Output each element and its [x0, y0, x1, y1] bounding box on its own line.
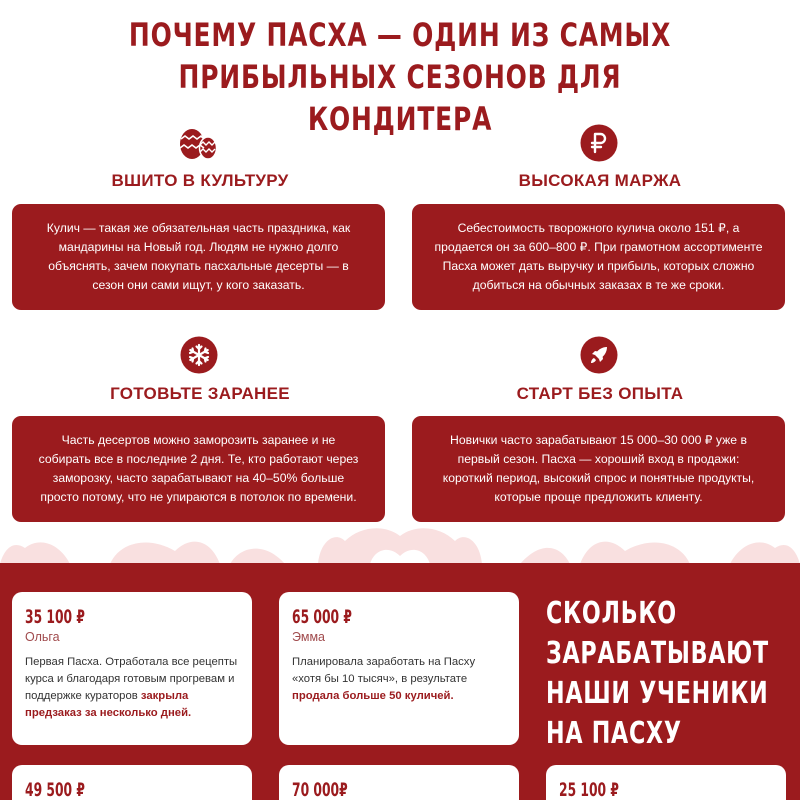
earnings-card-emma	[279, 592, 519, 745]
earnings-card-4	[279, 765, 519, 800]
earnings-amount: 70 000₽	[292, 779, 348, 800]
feature-text-start: Новички часто зарабатывают 15 000–30 000 ₽ уже в первый сезон. Пасха — хороший вход в продажи: короткий период, высокий спрос и понятные продукты, которые проще предложить клиенту.	[442, 433, 755, 504]
feature-heading-culture: ВШИТО В КУЛЬТУРУ	[111, 171, 289, 190]
feature-heading-prepare: ГОТОВЬТЕ ЗАРАНЕЕ	[110, 384, 290, 403]
feature-heading-margin: ВЫСОКАЯ МАРЖА	[518, 171, 682, 190]
earnings-amount: 49 500 ₽	[25, 779, 85, 800]
feature-heading-start: СТАРТ БЕЗ ОПЫТА	[516, 384, 684, 403]
decorative-ornament	[0, 526, 800, 564]
student-name: Эмма	[292, 630, 325, 644]
student-name: Ольга	[25, 630, 60, 644]
earnings-amount: 35 100 ₽	[25, 606, 85, 628]
easter-eggs-icon	[178, 124, 216, 162]
page-title	[88, 14, 712, 140]
testimonial-highlight: закрыла предзаказ за несколько дней.	[25, 690, 192, 719]
earnings-section-title: СКОЛЬКО ЗАРАБАТЫВАЮТ НАШИ УЧЕНИКИ НА ПАСХУ	[546, 596, 769, 751]
earnings-amount: 65 000 ₽	[292, 606, 352, 628]
ruble-icon	[580, 124, 618, 162]
feature-box-margin	[412, 204, 785, 310]
snowflake-icon	[180, 336, 218, 374]
feature-box-start	[412, 416, 785, 522]
rocket-icon	[580, 336, 618, 374]
testimonial-text: Первая Пасха. Отработала все рецепты курса и благодаря готовым прогревам и поддержке кураторов закрыла предзаказ за несколько дней.	[25, 656, 238, 719]
earnings-card-olga	[12, 592, 252, 745]
page-title-line-2: ПРИБЫЛЬНЫХ СЕЗОНОВ ДЛЯ КОНДИТЕРА	[178, 58, 622, 138]
earnings-card-5	[546, 765, 786, 800]
feature-text-margin: Себестоимость творожного кулича около 151 ₽, а продается он за 600–800 ₽. При грамотном ассортименте Пасха может дать выручку и прибыль, которых сложно добиться на обычных заказах в те же сроки.	[434, 221, 763, 292]
testimonial-text: Планировала заработать на Пасху «хотя бы 10 тысяч», в результате продала больше 50 куличей.	[292, 656, 476, 702]
earnings-amount: 25 100 ₽	[559, 779, 619, 800]
page-title-line-1: ПОЧЕМУ ПАСХА — ОДИН ИЗ САМЫХ	[128, 16, 672, 54]
testimonial-highlight: продала больше 50 куличей.	[292, 690, 454, 702]
feature-text-prepare: Часть десертов можно заморозить заранее и не собирать все в последние 2 дня. Те, кто работают через заморозку, часто зарабатывают на 40–50% больше просто потому, что не упираются в потолок по времени.	[38, 433, 359, 504]
feature-box-culture	[12, 204, 385, 310]
feature-box-prepare	[12, 416, 385, 522]
feature-text-culture: Кулич — такая же обязательная часть праздника, как мандарины на Новый год. Людям не нужно долго объяснять, зачем покупать пасхальные десерты — в сезон они сами ищут, у кого заказать.	[46, 221, 351, 292]
earnings-card-3	[12, 765, 252, 800]
